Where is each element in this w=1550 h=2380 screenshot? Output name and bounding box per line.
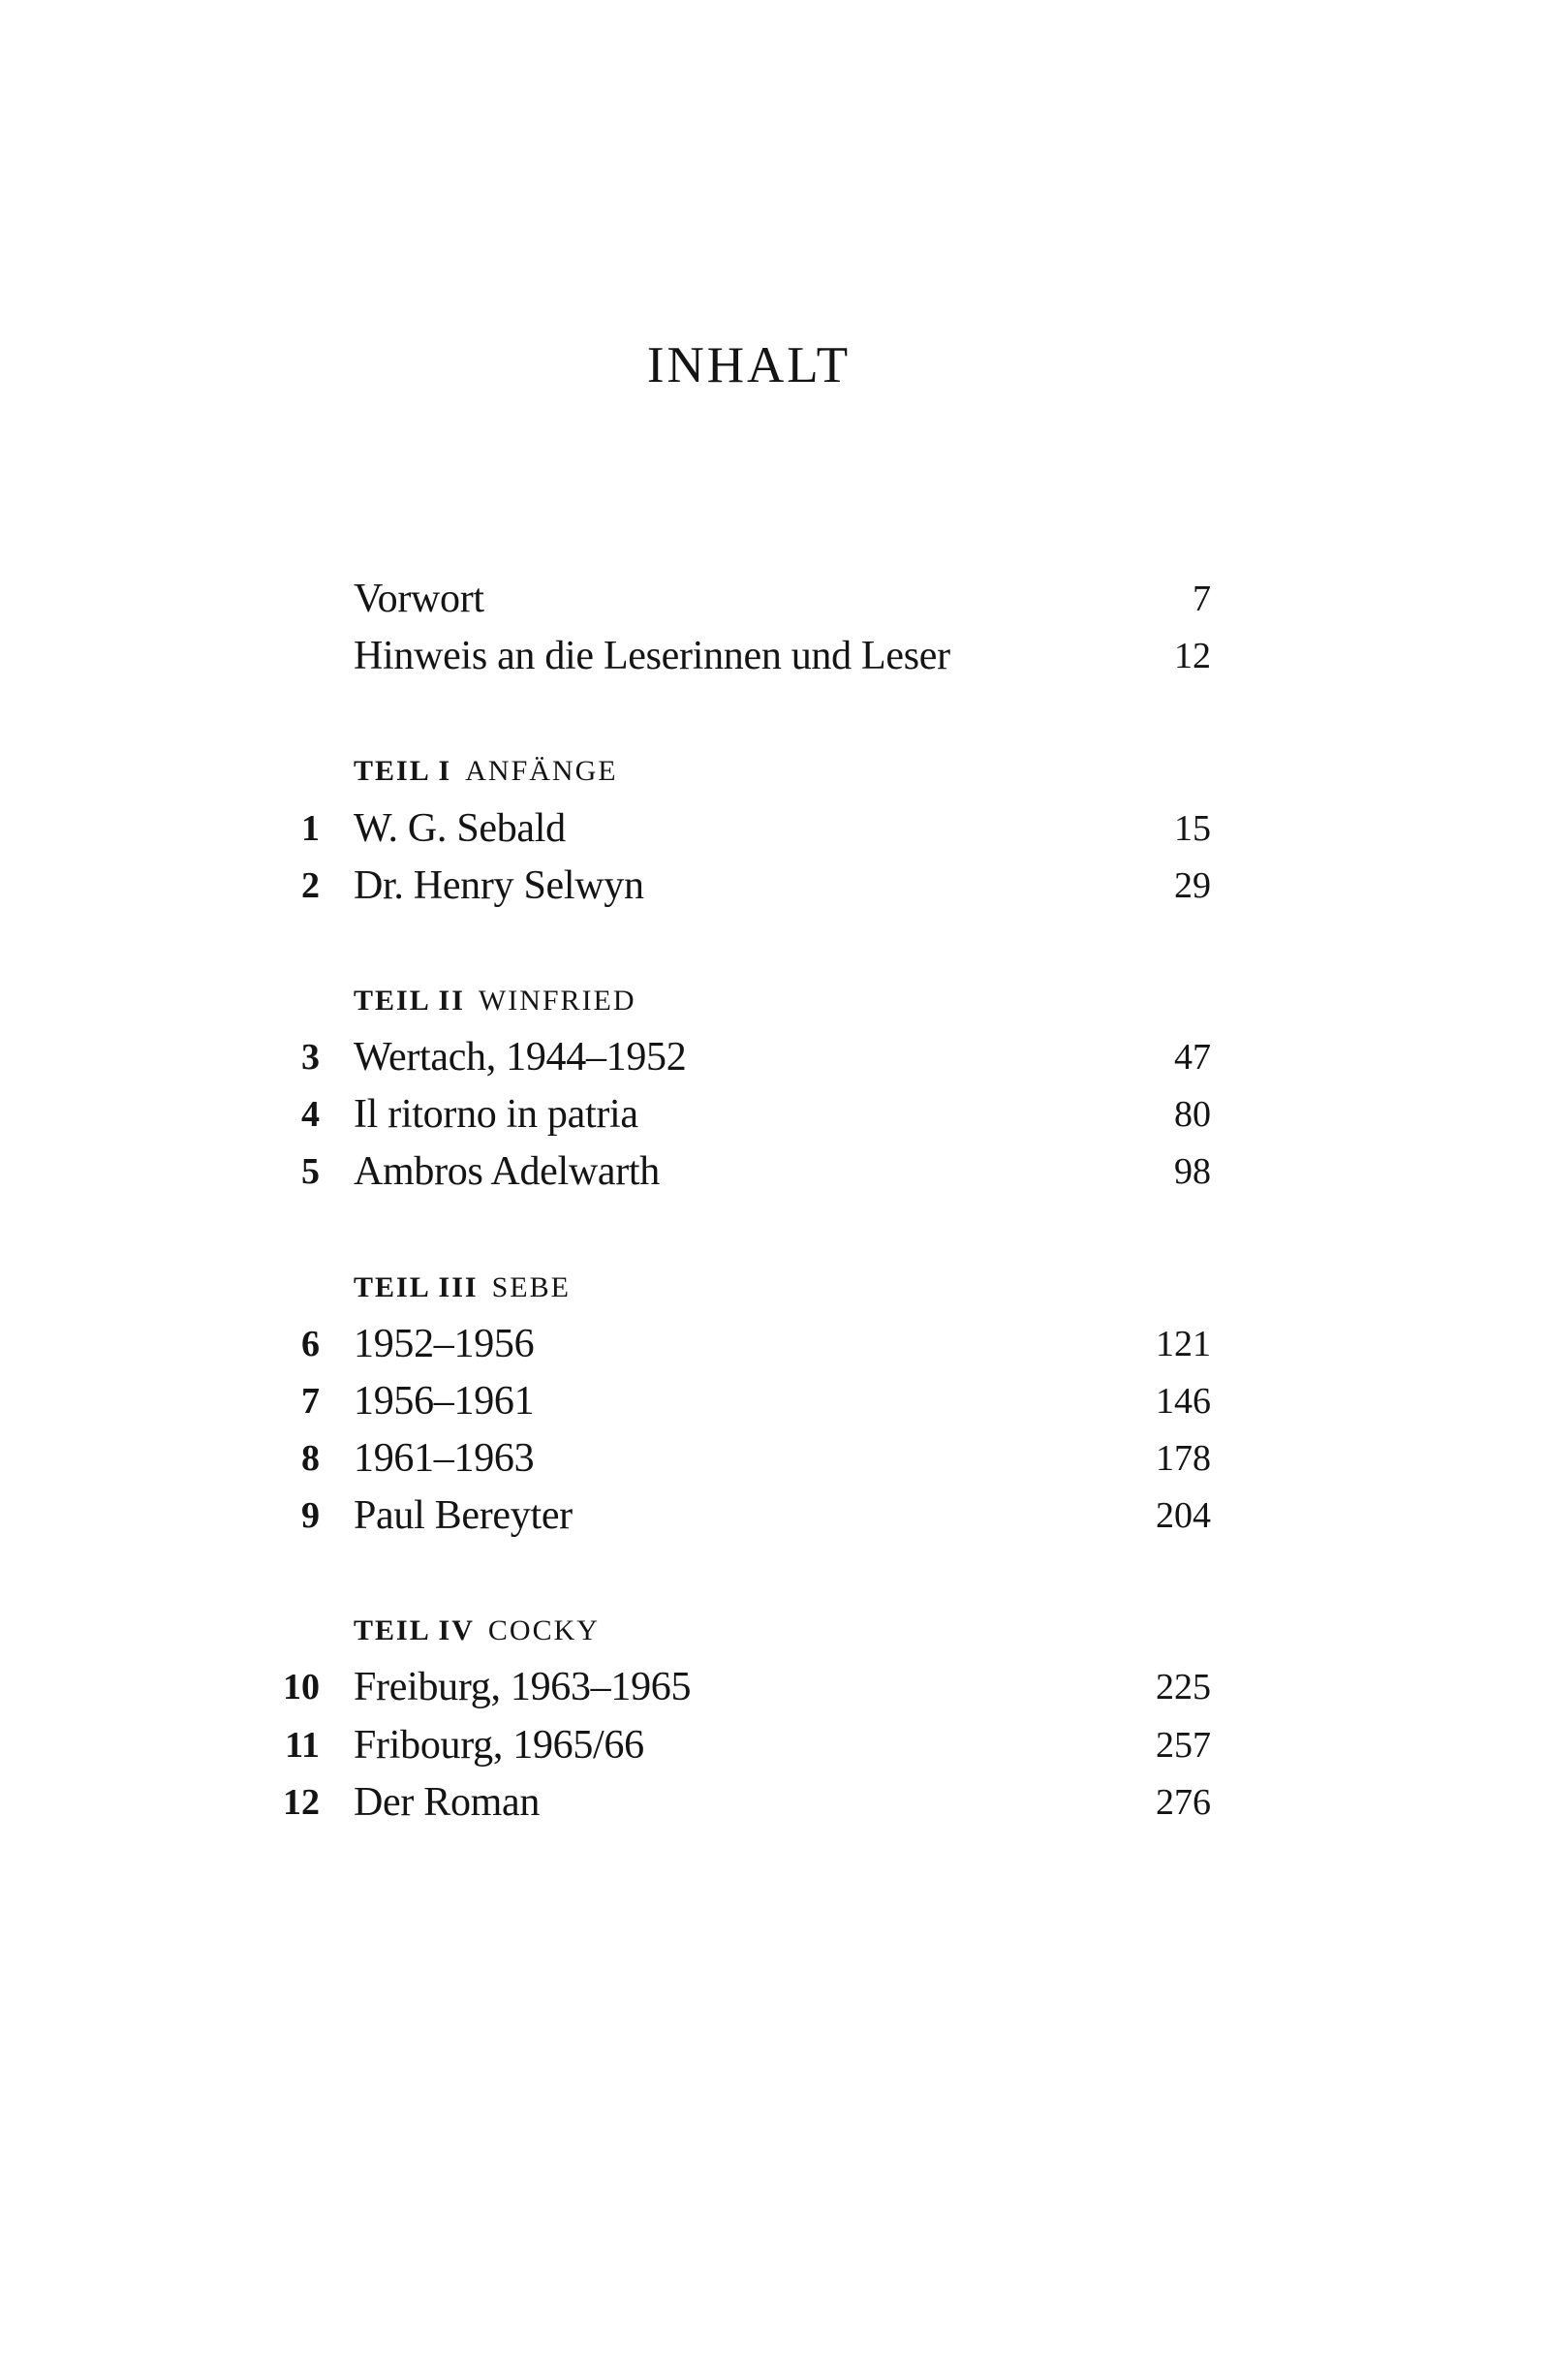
entry-page-number: 98: [1174, 1151, 1211, 1193]
entry-page-number: 178: [1156, 1437, 1211, 1479]
part-heading-2: [0, 972, 1550, 1029]
group-spacer: [0, 1201, 1550, 1258]
entry-page-number: 146: [1156, 1380, 1211, 1422]
toc-entry-chapter-6[interactable]: [0, 1316, 1550, 1373]
chapter-number: 9: [301, 1495, 320, 1536]
entry-title: Ambros Adelwarth: [354, 1149, 660, 1195]
toc-entry-chapter-9[interactable]: [0, 1488, 1550, 1545]
toc-entry-chapter-10[interactable]: [0, 1659, 1550, 1716]
entry-title: 1961–1963: [354, 1435, 535, 1481]
entry-title: Fribourg, 1965/66: [354, 1722, 644, 1768]
group-spacer: [0, 915, 1550, 972]
toc-entry-chapter-3[interactable]: [0, 1029, 1550, 1086]
chapter-number: 7: [301, 1380, 320, 1422]
entry-page-number: 47: [1174, 1037, 1211, 1078]
toc-entry-chapter-12[interactable]: [0, 1774, 1550, 1832]
entry-page-number: 121: [1156, 1323, 1211, 1364]
entry-page-number: 15: [1174, 807, 1211, 849]
entry-title: Vorwort: [354, 577, 484, 621]
entry-title: Der Roman: [354, 1779, 541, 1825]
toc-entry-vorwort[interactable]: [0, 571, 1550, 628]
group-spacer: [0, 1545, 1550, 1602]
toc-entry-hinweis[interactable]: [0, 628, 1550, 685]
group-spacer: [0, 685, 1550, 742]
toc-entry-chapter-5[interactable]: [0, 1143, 1550, 1201]
entry-page-number: 276: [1156, 1781, 1211, 1823]
entry-page-number: 29: [1174, 864, 1211, 906]
entry-title: 1956–1961: [354, 1378, 535, 1424]
toc-entry-chapter-4[interactable]: [0, 1086, 1550, 1143]
part-heading-4: [0, 1602, 1550, 1659]
chapter-number: 10: [283, 1667, 320, 1708]
toc-entry-chapter-11[interactable]: [0, 1717, 1550, 1774]
entry-title: Wertach, 1944–1952: [354, 1035, 687, 1080]
part-heading-3: [0, 1259, 1550, 1316]
toc-entry-chapter-2[interactable]: [0, 858, 1550, 915]
entry-page-number: 7: [1193, 579, 1211, 619]
entry-title: Hinweis an die Leserinnen und Leser: [354, 634, 950, 679]
part-name: WINFRIED: [478, 984, 636, 1017]
part-name: SEBE: [491, 1270, 571, 1303]
chapter-number: 2: [301, 864, 320, 906]
entry-page-number: 225: [1156, 1667, 1211, 1708]
part-name: COCKY: [487, 1614, 600, 1647]
chapter-number: 8: [301, 1437, 320, 1479]
toc-heading: INHALT: [646, 337, 852, 393]
chapter-number: 4: [301, 1094, 320, 1136]
entry-page-number: 257: [1156, 1724, 1211, 1766]
entry-title: 1952–1956: [354, 1321, 535, 1366]
chapter-number: 11: [285, 1724, 320, 1766]
part-number: TEIL I: [354, 755, 452, 788]
entry-page-number: 12: [1174, 636, 1211, 677]
entry-title: Paul Bereyter: [354, 1493, 573, 1538]
chapter-number: 5: [301, 1151, 320, 1193]
entry-title: Il ritorno in patria: [354, 1092, 638, 1138]
chapter-number: 6: [301, 1323, 320, 1364]
part-number: TEIL III: [354, 1270, 479, 1303]
part-label: [354, 1259, 571, 1316]
toc-entry-chapter-7[interactable]: [0, 1373, 1550, 1430]
entry-title: Dr. Henry Selwyn: [354, 862, 644, 908]
toc-entry-chapter-8[interactable]: [0, 1430, 1550, 1488]
entry-title: W. G. Sebald: [354, 805, 566, 851]
part-label: [354, 742, 618, 799]
part-label: [354, 972, 636, 1029]
entry-title: Freiburg, 1963–1965: [354, 1665, 692, 1710]
entry-page-number: 204: [1156, 1495, 1211, 1536]
part-number: TEIL II: [354, 984, 465, 1017]
toc-entry-chapter-1[interactable]: [0, 800, 1550, 858]
entry-page-number: 80: [1174, 1094, 1211, 1136]
part-name: ANFÄNGE: [465, 755, 618, 788]
part-heading-1: [0, 742, 1550, 799]
chapter-number: 12: [283, 1781, 320, 1823]
part-number: TEIL IV: [354, 1614, 475, 1647]
chapter-number: 1: [301, 807, 320, 849]
chapter-number: 3: [301, 1037, 320, 1078]
table-of-contents: [0, 571, 1550, 1832]
part-label: [354, 1602, 600, 1659]
